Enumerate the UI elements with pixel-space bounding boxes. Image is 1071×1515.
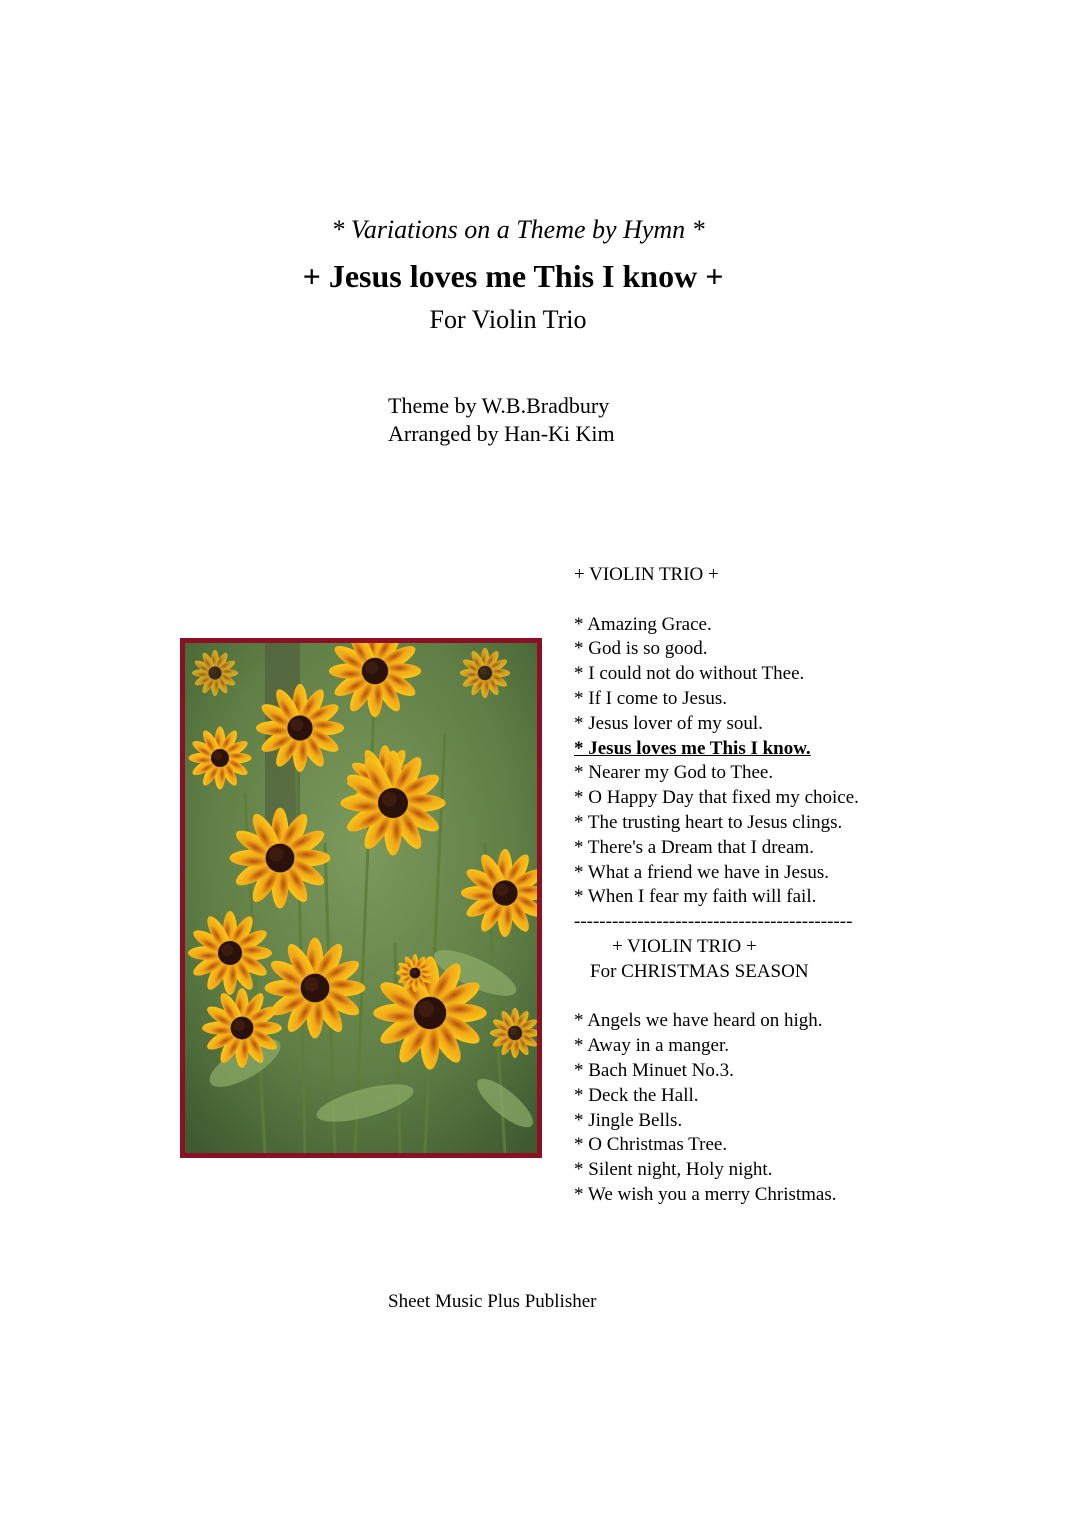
list-item: * The trusting heart to Jesus clings. — [574, 811, 843, 833]
theme-credit: Theme by W.B.Bradbury — [388, 393, 610, 418]
series-heading: + VIOLIN TRIO + — [574, 564, 719, 585]
flower-image — [185, 643, 537, 1153]
arranger-credit: Arranged by Han-Ki Kim — [388, 421, 615, 446]
list-item: * God is so good. — [574, 638, 708, 660]
repertoire-list — [574, 563, 914, 1208]
list-item: * We wish you a merry Christmas. — [574, 1183, 837, 1205]
list-item: * When I fear my faith will fail. — [574, 886, 817, 908]
page-subtitle: * Variations on a Theme by Hymn * — [331, 215, 705, 244]
list-item: * Jingle Bells. — [574, 1109, 683, 1131]
spacer — [574, 985, 914, 1010]
christmas-subheading: For CHRISTMAS SEASON — [590, 960, 809, 982]
list-item: * Angels we have heard on high. — [574, 1010, 823, 1032]
christmas-heading: + VIOLIN TRIO + — [612, 935, 757, 957]
cover-photo — [180, 638, 542, 1158]
list-item: * I could not do without Thee. — [574, 663, 805, 685]
divider-line: -------------------------------------------- — [574, 911, 853, 933]
list-item: * Jesus lover of my soul. — [574, 712, 763, 734]
page-title: + Jesus loves me This I know + — [302, 258, 724, 294]
credits — [388, 392, 615, 448]
list-item: * Nearer my God to Thee. — [574, 762, 774, 784]
list-item: * Silent night, Holy night. — [574, 1159, 773, 1181]
list-item: * What a friend we have in Jesus. — [574, 861, 830, 883]
list-item: * Bach Minuet No.3. — [574, 1059, 734, 1081]
publisher-credit: Sheet Music Plus Publisher — [388, 1291, 597, 1312]
list-item: * Deck the Hall. — [574, 1084, 699, 1106]
instrument-line: For Violin Trio — [429, 305, 587, 334]
spacer — [574, 588, 914, 613]
list-item: * Away in a manger. — [574, 1035, 729, 1057]
list-item-current: * Jesus loves me This I know. — [574, 737, 811, 759]
list-item: * Amazing Grace. — [574, 613, 712, 635]
list-item: * O Christmas Tree. — [574, 1134, 728, 1156]
list-item: * If I come to Jesus. — [574, 687, 728, 709]
list-item: * O Happy Day that fixed my choice. — [574, 787, 859, 809]
list-item: * There's a Dream that I dream. — [574, 836, 814, 858]
